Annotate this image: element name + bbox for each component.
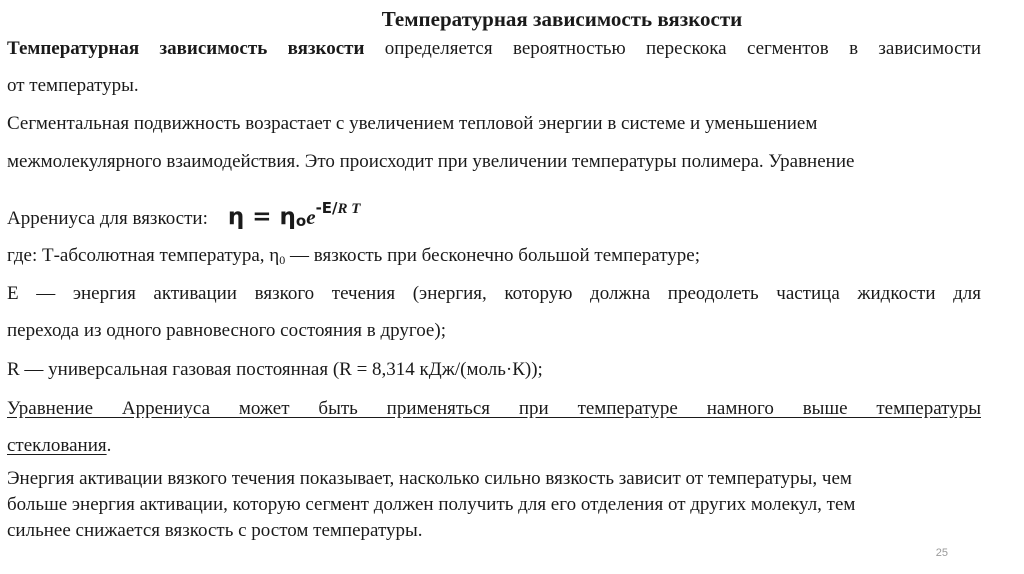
applicability-period: . <box>106 435 112 456</box>
gas-constant-line: R — универсальная газовая постоянная (R = 8,314 кДж/(моль·К)); <box>7 359 543 380</box>
where-line <box>7 244 981 272</box>
energy-line1: Е — энергия активации вязкого течения (энергия, которую должна преодолеть частица жидкости для <box>7 283 981 304</box>
para1-line2: от температуры. <box>7 75 139 96</box>
arrhenius-formula <box>227 199 361 230</box>
formula-exponent-prefix: -E/ <box>315 199 338 217</box>
para1-bold-lead: Температурная зависимость вязкости <box>7 38 365 59</box>
formula-e: e <box>306 205 316 229</box>
where-prefix: где: Т-абсолютная температура, η <box>7 245 280 266</box>
activation-line3: сильнее снижается вязкость с ростом температуры. <box>7 520 423 541</box>
arrhenius-label: Аррениуса для вязкости: <box>7 208 208 229</box>
formula-exponent <box>316 199 361 217</box>
arrhenius-line <box>7 196 981 233</box>
applicability-line1: Уравнение Аррениуса может быть применяться при температуре намного выше температуры <box>7 398 981 419</box>
para2-line2: межмолекулярного взаимодействия. Это происходит при увеличении температуры полимера. Уравнение <box>7 151 855 172</box>
formula-eta-subscript: o <box>295 212 307 230</box>
where-rest: — вязкость при бесконечно большой температуре; <box>285 245 700 266</box>
activation-line1: Энергия активации вязкого течения показывает, насколько сильно вязкость зависит от температуры, чем <box>7 468 852 489</box>
applicability-line2 <box>7 434 981 458</box>
where-subscript: 0 <box>279 253 286 267</box>
activation-line2: больше энергия активации, которую сегмент должен получить для его отделения от других молекул, тем <box>7 494 856 515</box>
energy-line2: перехода из одного равновесного состояния в другое); <box>7 320 446 341</box>
slide-title: Температурная зависимость вязкости <box>381 7 743 31</box>
para1-rest: определяется вероятностью перескока сегментов в зависимости <box>364 38 981 59</box>
formula-exponent-rest: R T <box>337 201 361 217</box>
page-number: 25 <box>935 547 948 559</box>
applicability-underlined-term: стеклования <box>7 435 107 456</box>
para1-line1 <box>7 37 981 61</box>
formula-eta: η = η <box>227 204 296 230</box>
para2-line1: Сегментальная подвижность возрастает с увеличением тепловой энергии в системе и уменьшением <box>7 113 818 134</box>
